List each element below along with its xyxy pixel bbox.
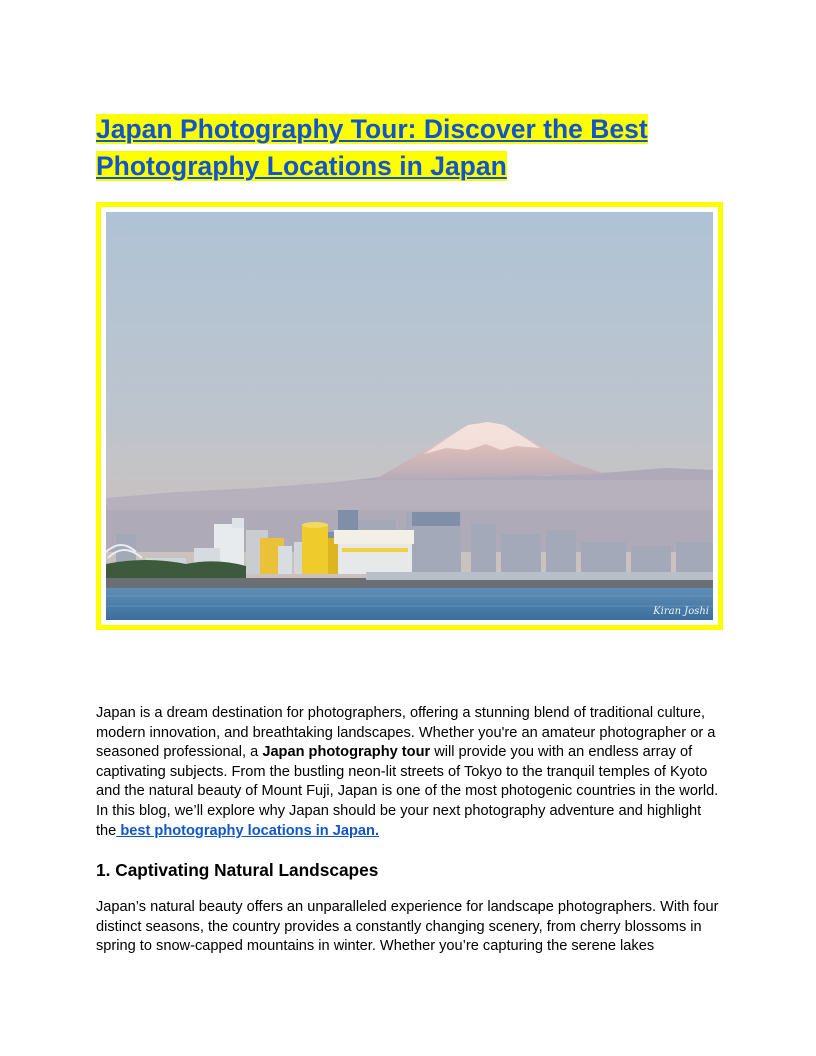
best-locations-link-text: best photography locations in Japan (116, 822, 375, 839)
intro-text-2: will provide you with an endless array of captivating subjects. From the bustling neon-lit streets of Tokyo to the tranquil temples of Kyoto and the natural beauty of Mount Fuji, Japan is one of the most photogenic countries in the world. In this blog, we’ll explore why Japan should be your next photography adventure and highlight the (96, 744, 719, 839)
page-title (96, 111, 724, 185)
mount-fuji-photo (106, 212, 713, 620)
section-heading: 1. Captivating Natural Landscapes (96, 860, 379, 880)
section-paragraph: Japan’s natural beauty offers an unparalleled experience for landscape photographers. With four distinct seasons, the country provides a constantly changing scenery, from cherry blossoms in spring to snow-capped mountains in winter. Whether you’re capturing the serene lakes (96, 899, 719, 955)
photo-illustration (106, 212, 713, 620)
title-link[interactable]: Japan Photography Tour: Discover the Best Photography Locations in Japan (96, 114, 648, 181)
best-locations-link[interactable] (116, 823, 379, 839)
intro-bold-keyword: Japan photography tour (262, 744, 431, 761)
photo-frame (96, 202, 723, 630)
intro-text-1: Japan is a dream destination for photographers, offering a stunning blend of traditional culture, modern innovation, and breathtaking landscapes. Whether you're an amateur photographer or a seasoned professional, a (96, 705, 716, 761)
photographer-signature: Kiran Joshi (653, 606, 709, 617)
best-locations-link-end: . (374, 822, 380, 839)
intro-paragraph (96, 704, 724, 841)
